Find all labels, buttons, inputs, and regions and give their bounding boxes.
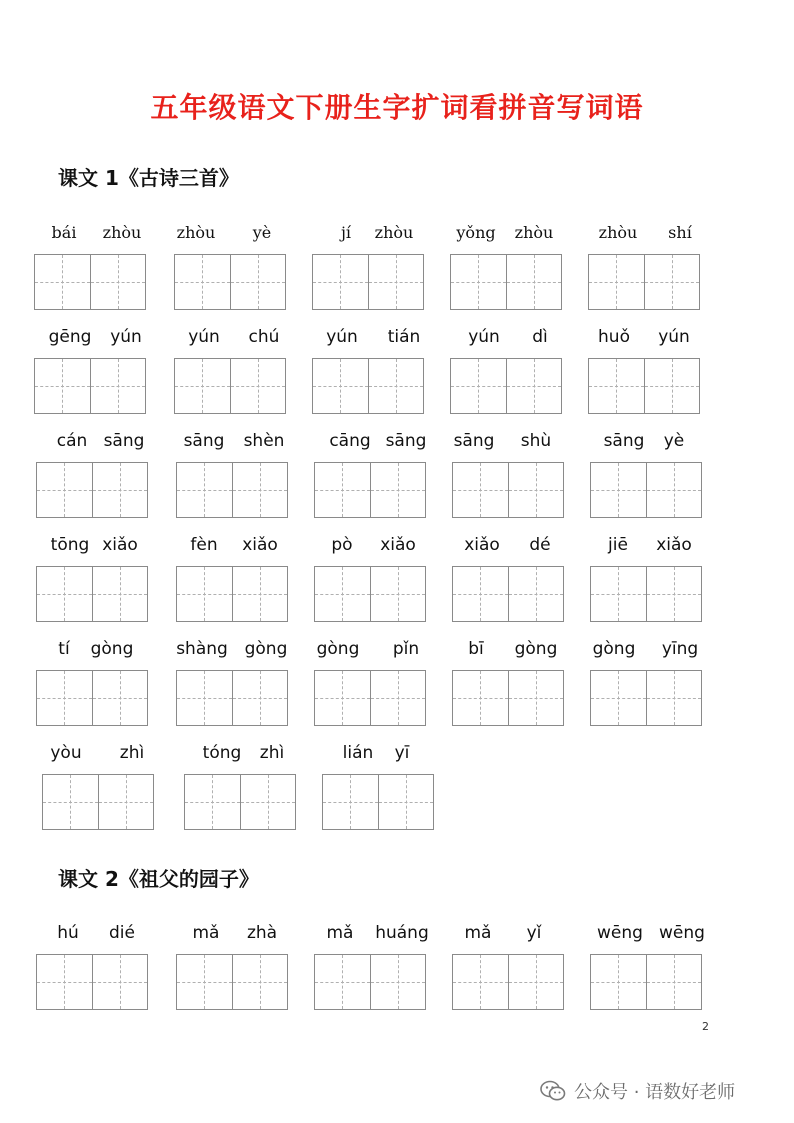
word-item	[322, 742, 436, 834]
pinyin-label: pǐn	[392, 639, 420, 659]
word-item	[452, 638, 566, 730]
page-number: 2	[702, 1020, 709, 1033]
word-item	[450, 222, 564, 314]
tianzige-cell[interactable]	[644, 359, 700, 413]
tianzige-cell[interactable]	[232, 671, 288, 725]
pinyin-label: dié	[109, 923, 135, 943]
pinyin-label: yún	[188, 327, 220, 347]
tianzige-cell[interactable]	[378, 775, 434, 829]
tianzige-cell[interactable]	[370, 671, 426, 725]
word-item	[450, 326, 564, 418]
tianzige-cell[interactable]	[92, 955, 148, 1009]
pinyin-label: yè	[663, 431, 685, 451]
word-item	[314, 922, 428, 1014]
writing-grid[interactable]	[36, 954, 148, 1010]
pinyin-label: mǎ	[192, 923, 220, 943]
writing-grid[interactable]	[314, 954, 426, 1010]
pinyin-label: tóng	[202, 743, 242, 763]
tianzige-cell[interactable]	[323, 775, 378, 829]
pinyin-label: huáng	[375, 923, 429, 943]
writing-grid[interactable]	[590, 670, 702, 726]
pinyin-label: bī	[468, 639, 484, 659]
word-item	[590, 534, 704, 626]
tianzige-cell[interactable]	[646, 671, 702, 725]
pinyin-label: xiǎo	[656, 535, 692, 555]
pinyin-label: sāng	[453, 431, 495, 451]
word-item	[312, 222, 426, 314]
tianzige-cell[interactable]	[175, 255, 230, 309]
pinyin-label: yún	[326, 327, 358, 347]
tianzige-cell[interactable]	[368, 255, 424, 309]
word-item	[452, 534, 566, 626]
writing-grid[interactable]	[184, 774, 296, 830]
writing-grid[interactable]	[322, 774, 434, 830]
pinyin-label: hú	[57, 923, 79, 943]
pinyin-label: sāng	[385, 431, 427, 451]
pinyin-label: huǒ	[598, 327, 630, 347]
writing-grid[interactable]	[314, 462, 426, 518]
pinyin-label: zhì	[259, 743, 285, 763]
tianzige-cell[interactable]	[453, 955, 508, 1009]
pinyin-label: shàng	[176, 639, 228, 659]
tianzige-cell[interactable]	[177, 955, 232, 1009]
tianzige-cell[interactable]	[90, 255, 146, 309]
pinyin-label: sāng	[603, 431, 645, 451]
page-title: 五年级语文下册生字扩词看拼音写词语	[150, 91, 644, 124]
pinyin-label: yòu	[50, 743, 82, 763]
pinyin-label: gòng	[514, 639, 558, 659]
writing-grid[interactable]	[174, 254, 286, 310]
pinyin-label: zhà	[246, 923, 278, 943]
tianzige-cell[interactable]	[92, 463, 148, 517]
word-item	[176, 638, 290, 730]
tianzige-cell[interactable]	[37, 955, 92, 1009]
pinyin-label: zhòu	[598, 223, 638, 242]
writing-grid[interactable]	[312, 358, 424, 414]
pinyin-label: pò	[331, 535, 353, 555]
tianzige-cell[interactable]	[230, 255, 286, 309]
writing-grid[interactable]	[314, 670, 426, 726]
writing-grid[interactable]	[590, 566, 702, 622]
word-item	[34, 326, 148, 418]
writing-grid[interactable]	[176, 954, 288, 1010]
tianzige-cell[interactable]	[177, 463, 232, 517]
tianzige-cell[interactable]	[646, 463, 702, 517]
writing-grid[interactable]	[590, 462, 702, 518]
tianzige-cell[interactable]	[646, 955, 702, 1009]
writing-grid[interactable]	[452, 670, 564, 726]
tianzige-cell[interactable]	[315, 955, 370, 1009]
word-item	[36, 534, 150, 626]
writing-grid[interactable]	[42, 774, 154, 830]
section-heading: 课文 2《祖父的园子》	[58, 867, 259, 891]
tianzige-cell[interactable]	[232, 567, 288, 621]
writing-grid[interactable]	[588, 254, 700, 310]
word-item	[588, 326, 702, 418]
tianzige-cell[interactable]	[591, 567, 646, 621]
tianzige-cell[interactable]	[368, 359, 424, 413]
word-item	[36, 430, 150, 522]
word-item	[314, 638, 428, 730]
tianzige-cell[interactable]	[508, 955, 564, 1009]
writing-grid[interactable]	[452, 566, 564, 622]
writing-grid[interactable]	[36, 566, 148, 622]
tianzige-cell[interactable]	[37, 671, 92, 725]
word-item	[176, 430, 290, 522]
pinyin-label: wēng	[597, 923, 643, 943]
writing-grid[interactable]	[176, 566, 288, 622]
pinyin-label: dé	[529, 535, 551, 555]
word-item	[42, 742, 156, 834]
word-row	[0, 922, 794, 1014]
tianzige-cell[interactable]	[315, 567, 370, 621]
tianzige-cell[interactable]	[370, 463, 426, 517]
pinyin-label: gòng	[316, 639, 360, 659]
wechat-icon	[540, 1080, 566, 1102]
word-item	[314, 430, 428, 522]
tianzige-cell[interactable]	[506, 255, 562, 309]
word-item	[174, 222, 288, 314]
tianzige-cell[interactable]	[177, 671, 232, 725]
pinyin-label: tōng	[50, 535, 90, 555]
writing-grid[interactable]	[34, 358, 146, 414]
tianzige-cell[interactable]	[508, 463, 564, 517]
pinyin-label: zhòu	[102, 223, 142, 242]
word-row	[0, 742, 794, 834]
tianzige-cell[interactable]	[98, 775, 154, 829]
writing-grid[interactable]	[176, 670, 288, 726]
pinyin-label: yè	[252, 223, 272, 242]
tianzige-cell[interactable]	[92, 671, 148, 725]
tianzige-cell[interactable]	[451, 255, 506, 309]
tianzige-cell[interactable]	[177, 567, 232, 621]
tianzige-cell[interactable]	[453, 463, 508, 517]
watermark	[540, 1077, 735, 1105]
tianzige-cell[interactable]	[591, 463, 646, 517]
pinyin-label: tián	[387, 327, 421, 347]
writing-grid[interactable]	[36, 462, 148, 518]
tianzige-cell[interactable]	[453, 671, 508, 725]
tianzige-cell[interactable]	[589, 255, 644, 309]
tianzige-cell[interactable]	[232, 955, 288, 1009]
word-item	[590, 430, 704, 522]
pinyin-label: dì	[532, 327, 548, 347]
pinyin-label: shí	[668, 223, 692, 242]
tianzige-cell[interactable]	[646, 567, 702, 621]
writing-grid[interactable]	[174, 358, 286, 414]
word-item	[590, 638, 704, 730]
writing-grid[interactable]	[452, 954, 564, 1010]
pinyin-label: zhì	[119, 743, 145, 763]
pinyin-label: zhòu	[514, 223, 554, 242]
word-item	[176, 922, 290, 1014]
writing-grid[interactable]	[590, 954, 702, 1010]
section-heading: 课文 1《古诗三首》	[58, 166, 239, 190]
watermark-text: 公众号 · 语数好老师	[574, 1082, 736, 1103]
pinyin-label: gòng	[244, 639, 288, 659]
pinyin-label: shù	[520, 431, 552, 451]
tianzige-cell[interactable]	[315, 671, 370, 725]
tianzige-cell[interactable]	[508, 567, 564, 621]
word-item	[452, 430, 566, 522]
pinyin-label: yún	[110, 327, 142, 347]
pinyin-label: yǒng	[456, 223, 496, 242]
pinyin-label: gēng	[48, 327, 92, 347]
word-item	[34, 222, 148, 314]
pinyin-label: sāng	[183, 431, 225, 451]
tianzige-cell[interactable]	[644, 255, 700, 309]
pinyin-label: zhòu	[374, 223, 414, 242]
word-item	[590, 922, 704, 1014]
word-item	[176, 534, 290, 626]
pinyin-label: xiǎo	[464, 535, 500, 555]
pinyin-label: lián	[342, 743, 374, 763]
pinyin-label: jiē	[608, 535, 628, 555]
tianzige-cell[interactable]	[92, 567, 148, 621]
tianzige-cell[interactable]	[90, 359, 146, 413]
word-item	[174, 326, 288, 418]
tianzige-cell[interactable]	[43, 775, 98, 829]
tianzige-cell[interactable]	[591, 671, 646, 725]
writing-grid[interactable]	[34, 254, 146, 310]
pinyin-label: cán	[56, 431, 88, 451]
word-item	[312, 326, 426, 418]
tianzige-cell[interactable]	[313, 359, 368, 413]
tianzige-cell[interactable]	[185, 775, 240, 829]
pinyin-label: cāng	[329, 431, 371, 451]
pinyin-label: yī	[394, 743, 410, 763]
tianzige-cell[interactable]	[370, 567, 426, 621]
tianzige-cell[interactable]	[35, 255, 90, 309]
tianzige-cell[interactable]	[508, 671, 564, 725]
tianzige-cell[interactable]	[240, 775, 296, 829]
pinyin-label: gòng	[592, 639, 636, 659]
word-item	[588, 222, 702, 314]
writing-grid[interactable]	[312, 254, 424, 310]
writing-grid[interactable]	[314, 566, 426, 622]
word-row	[0, 326, 794, 418]
tianzige-cell[interactable]	[175, 359, 230, 413]
word-row	[0, 534, 794, 626]
tianzige-cell[interactable]	[35, 359, 90, 413]
tianzige-cell[interactable]	[591, 955, 646, 1009]
pinyin-label: tí	[58, 639, 70, 659]
word-item	[314, 534, 428, 626]
word-item	[36, 638, 150, 730]
pinyin-label: yún	[468, 327, 500, 347]
word-item	[452, 922, 566, 1014]
tianzige-cell[interactable]	[451, 359, 506, 413]
word-row	[0, 222, 794, 314]
pinyin-label: yīng	[661, 639, 699, 659]
tianzige-cell[interactable]	[232, 463, 288, 517]
pinyin-label: gòng	[90, 639, 134, 659]
writing-grid[interactable]	[450, 358, 562, 414]
pinyin-label: fèn	[190, 535, 218, 555]
writing-grid[interactable]	[36, 670, 148, 726]
writing-grid[interactable]	[452, 462, 564, 518]
pinyin-label: bái	[51, 223, 77, 242]
pinyin-label: xiǎo	[102, 535, 138, 555]
tianzige-cell[interactable]	[589, 359, 644, 413]
pinyin-label: xiǎo	[380, 535, 416, 555]
pinyin-label: yún	[658, 327, 690, 347]
word-item	[36, 922, 150, 1014]
word-item	[184, 742, 298, 834]
tianzige-cell[interactable]	[313, 255, 368, 309]
pinyin-label: mǎ	[464, 923, 492, 943]
pinyin-label: sāng	[103, 431, 145, 451]
word-row	[0, 430, 794, 522]
pinyin-label: yǐ	[526, 923, 542, 943]
pinyin-label: mǎ	[326, 923, 354, 943]
tianzige-cell[interactable]	[37, 463, 92, 517]
tianzige-cell[interactable]	[453, 567, 508, 621]
writing-grid[interactable]	[588, 358, 700, 414]
pinyin-label: zhòu	[176, 223, 216, 242]
pinyin-label: chú	[248, 327, 280, 347]
tianzige-cell[interactable]	[506, 359, 562, 413]
writing-grid[interactable]	[176, 462, 288, 518]
tianzige-cell[interactable]	[315, 463, 370, 517]
tianzige-cell[interactable]	[37, 567, 92, 621]
word-row	[0, 638, 794, 730]
pinyin-label: shèn	[243, 431, 285, 451]
tianzige-cell[interactable]	[230, 359, 286, 413]
tianzige-cell[interactable]	[370, 955, 426, 1009]
writing-grid[interactable]	[450, 254, 562, 310]
pinyin-label: jí	[340, 223, 352, 242]
pinyin-label: xiǎo	[242, 535, 278, 555]
pinyin-label: wēng	[659, 923, 705, 943]
